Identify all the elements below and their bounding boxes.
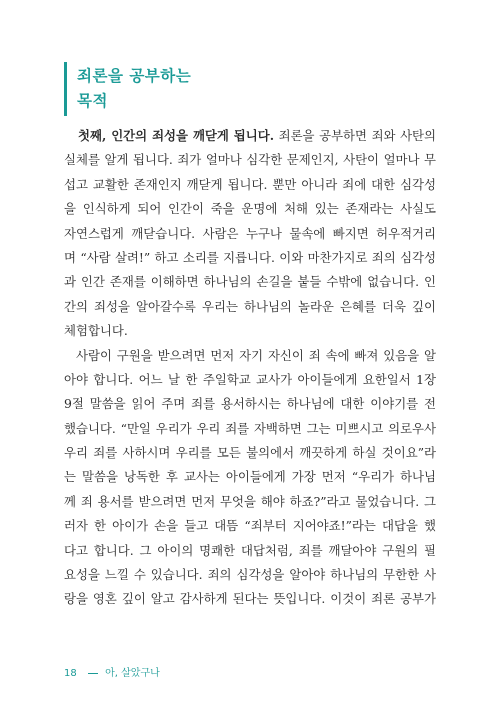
text-line: 과 인간 존재를 이해하면 하나님의 손길을 붙들 수밖에 없습니다. 인 <box>64 274 436 290</box>
text-line: 요성을 느낄 수 있습니다. 죄의 심각성을 알아야 하나님의 무한한 사 <box>64 567 436 583</box>
text-line: 아야 합니다. 어느 날 한 주일학교 교사가 아이들에게 요한일서 1장 <box>64 371 436 387</box>
page-footer <box>64 664 160 680</box>
text-line: 9절 말씀을 읽어 주며 죄를 용서하시는 하나님에 대한 이야기를 전 <box>64 396 436 412</box>
text-line: 을 인식하게 되어 인간이 죽을 운명에 처해 있는 존재라는 사실도 <box>64 201 436 217</box>
text-line <box>64 124 436 148</box>
text-line-lead: 첫째, 인간의 죄성을 깨닫게 됩니다. <box>78 128 275 143</box>
text-line: 했습니다. “만일 우리가 우리 죄를 자백하면 그는 미쁘시고 의로우사 <box>64 420 436 436</box>
text-line: 우리 죄를 사하시며 우리를 모든 불의에서 깨끗하게 하실 것이요”라 <box>64 445 436 461</box>
page-number: 18 <box>64 668 77 679</box>
section-heading <box>64 62 267 116</box>
text-line: 실체를 알게 됩니다. 죄가 얼마나 심각한 문제인지, 사탄이 얼마나 무 <box>64 152 436 168</box>
text-line: 며 “사람 살려!” 하고 소리를 지릅니다. 이와 마찬가지로 죄의 심각성 <box>64 249 436 265</box>
text-line: 자연스럽게 깨닫습니다. 사람은 누구나 물속에 빠지면 허우적거리 <box>64 225 436 241</box>
section-heading-line-2: 목적 <box>77 92 108 110</box>
text-line: 께 죄 용서를 받으려면 먼저 무엇을 해야 하죠?”라고 물었습니다. 그 <box>64 493 436 509</box>
book-title: 아, 살았구나 <box>105 668 160 679</box>
text-line: 섭고 교활한 존재인지 깨닫게 됩니다. 뿐만 아니라 죄에 대한 심각성 <box>64 176 436 192</box>
text-line: 는 말씀을 낭독한 후 교사는 아이들에게 가장 먼저 “우리가 하나님 <box>64 469 436 485</box>
section-heading-line-1: 죄론을 공부하는 <box>77 67 192 85</box>
text-line-rest: 죄론을 공부하면 죄와 사탄의 <box>274 128 436 143</box>
text-line: 사람이 구원을 받으려면 먼저 자기 자신이 죄 속에 빠져 있음을 알 <box>76 347 436 363</box>
text-line: 러자 한 아이가 손을 들고 대뜸 “죄부터 지어야죠!”라는 대답을 했 <box>64 518 436 534</box>
body-text <box>64 124 436 612</box>
text-line: 간의 죄성을 알아갈수록 우리는 하나님의 놀라운 은혜를 더욱 깊이 <box>64 298 436 314</box>
footer-dash <box>88 673 98 674</box>
text-line: 다고 합니다. 그 아이의 명쾌한 대답처럼, 죄를 깨달아야 구원의 필 <box>64 542 436 558</box>
text-line: 체험합니다. <box>64 323 128 339</box>
text-line: 랑을 영혼 깊이 알고 감사하게 된다는 뜻입니다. 이것이 죄론 공부가 <box>64 591 436 607</box>
